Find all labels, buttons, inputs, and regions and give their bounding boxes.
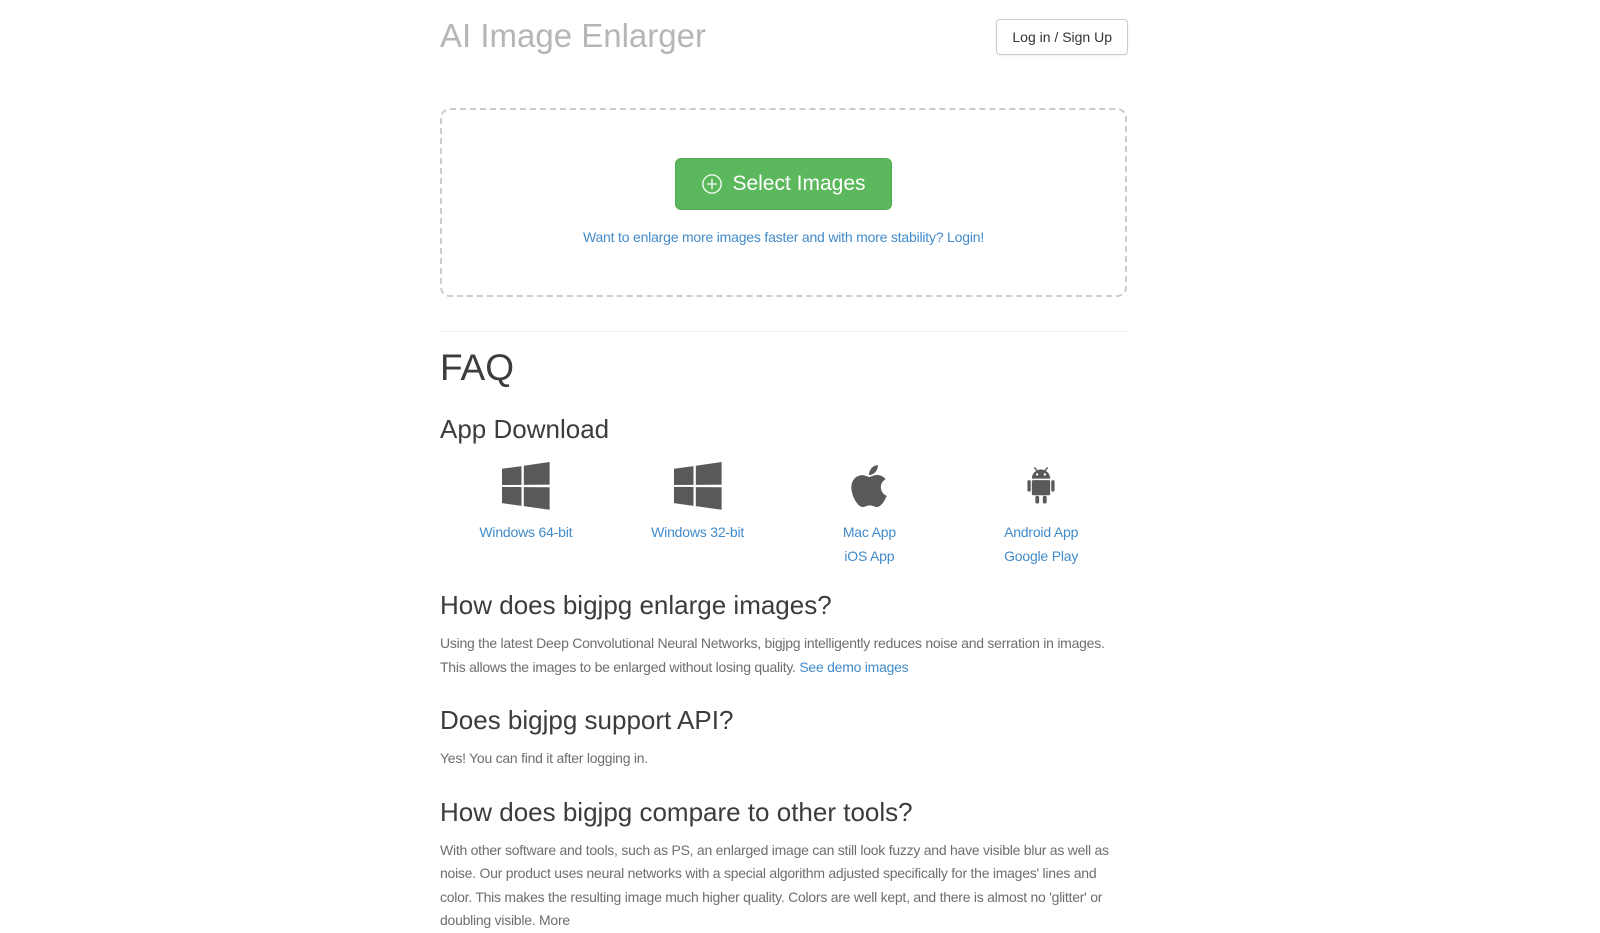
download-link-ios-app[interactable]: iOS App [844, 548, 895, 564]
page-title: AI Image Enlarger [440, 17, 706, 54]
download-link-windows-64[interactable]: Windows 64-bit [479, 524, 573, 540]
download-item-android [955, 462, 1127, 564]
faq-question-enlarge: How does bigjpg enlarge images? [440, 590, 832, 620]
download-link-windows-32[interactable]: Windows 32-bit [651, 524, 745, 540]
download-grid [440, 462, 1127, 564]
faq-question-compare: How does bigjpg compare to other tools? [440, 796, 913, 827]
android-icon [955, 462, 1127, 510]
faq-answer-enlarge-text: Using the latest Deep Convolutional Neural Networks, bigjpg intelligently reduces noise and serration in images. This allows the images to be enlarged without losing quality. [440, 635, 1105, 675]
plus-circle-icon [701, 173, 723, 195]
apple-icon [784, 462, 956, 510]
windows-icon [440, 462, 612, 510]
upload-dropzone[interactable] [440, 108, 1127, 297]
windows-icon [612, 462, 784, 510]
download-item-windows-64 [440, 462, 612, 564]
site-header [440, 0, 1127, 62]
upgrade-login-link[interactable]: Want to enlarge more images faster and with more stability? Login! [582, 229, 985, 245]
faq-answer-api: Yes! You can find it after logging in. [440, 750, 648, 766]
faq-title: FAQ [440, 347, 515, 388]
select-images-label: Select Images [732, 172, 866, 195]
app-download-title: App Download [440, 414, 610, 444]
see-demo-images-link[interactable]: See demo images [799, 658, 909, 675]
page-container [440, 0, 1127, 933]
faq-question-api: Does bigjpg support API? [440, 705, 734, 735]
download-item-apple [784, 462, 956, 564]
download-link-google-play[interactable]: Google Play [1004, 548, 1079, 564]
faq-answer-enlarge [440, 632, 1127, 679]
faq-answer-compare: With other software and tools, such as PS, an enlarged image can still look fuzzy and have visible blur as well as noise. Our product uses neural networks with a special algorithm adjusted specifically for the images' lines and color. This makes the resulting image much higher quality. Colors are well kept, and there is almost no 'glitter' or doubling visible. More [440, 841, 1109, 928]
download-item-windows-32 [612, 462, 784, 564]
login-signup-button[interactable]: Log in / Sign Up [996, 19, 1128, 55]
download-link-android-app[interactable]: Android App [1004, 524, 1079, 540]
upgrade-login-row [442, 229, 1125, 245]
section-divider [440, 331, 1127, 332]
download-link-mac-app[interactable]: Mac App [842, 524, 896, 540]
select-images-button[interactable] [675, 158, 891, 210]
